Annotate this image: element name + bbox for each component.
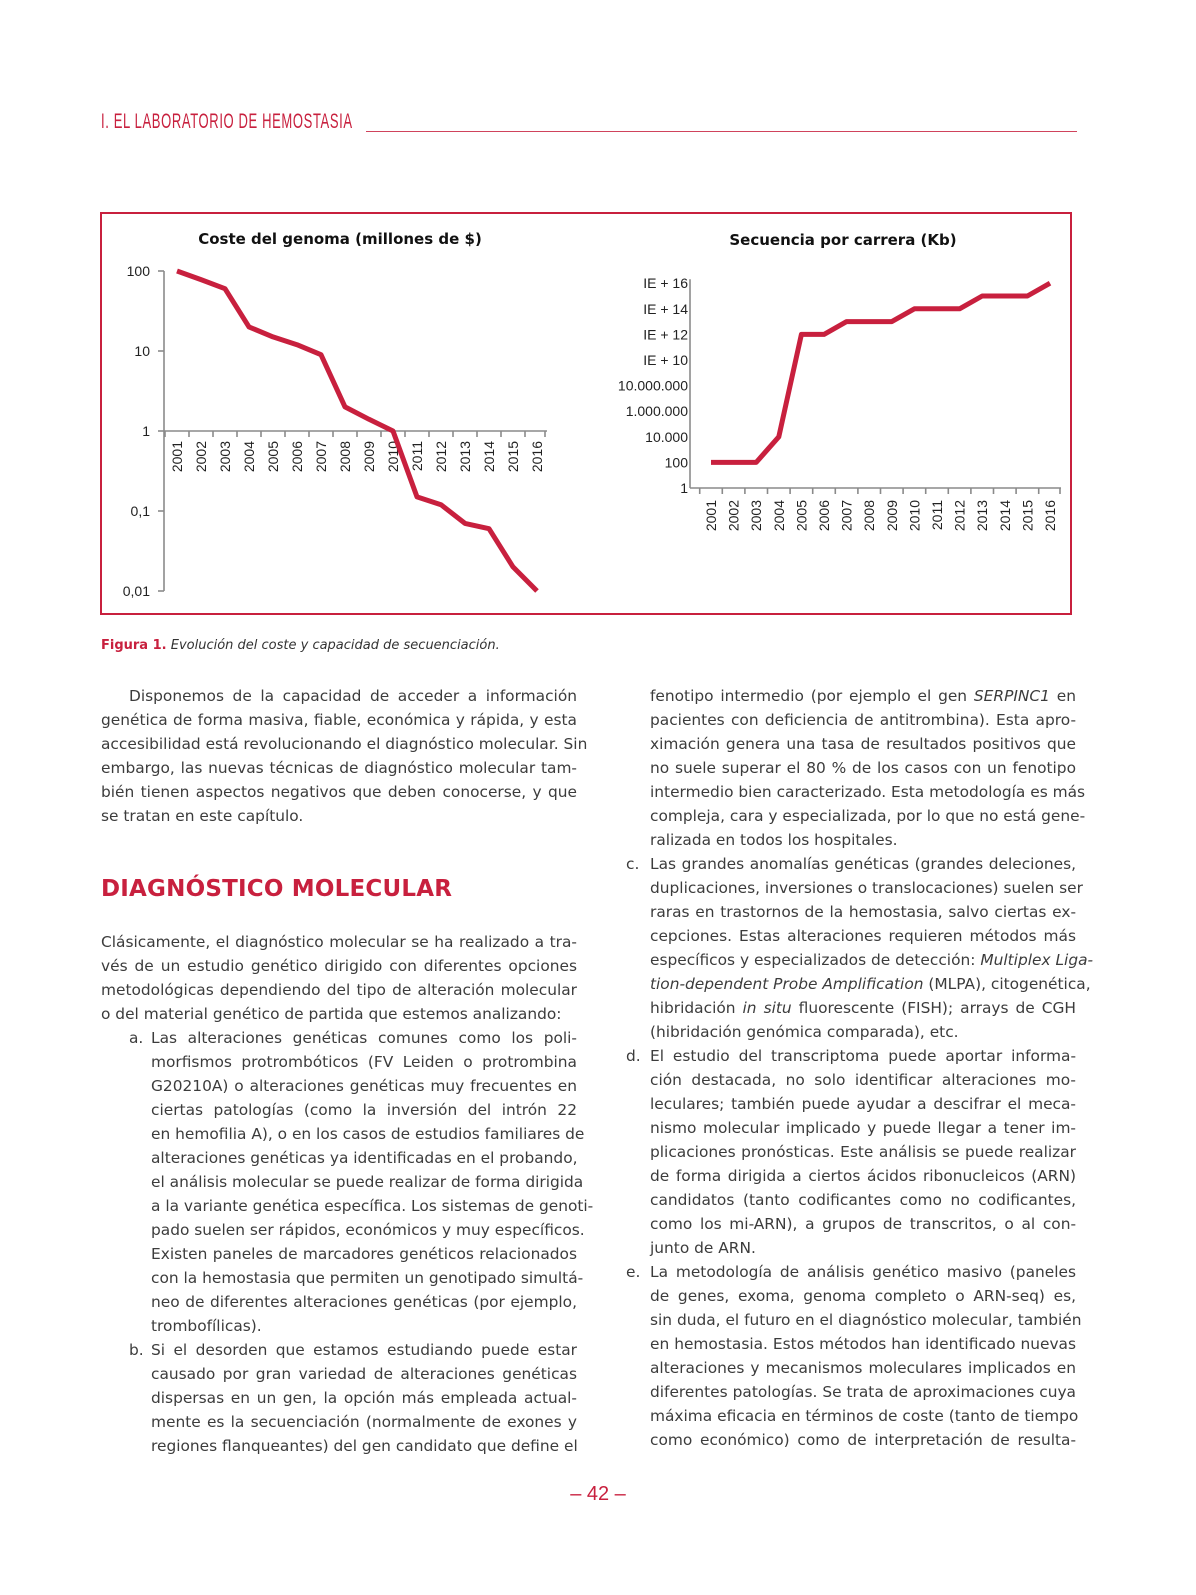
text-line: leculares; también puede ayudar a descifrar el meca- <box>650 1095 1076 1113</box>
text-line: no suele superar el 80 % de los casos con un fenotipo <box>650 759 1076 777</box>
text-line: alteraciones y mecanismos moleculares implicados en <box>650 1359 1076 1377</box>
series-line-sequence-per-run <box>711 283 1050 462</box>
chart-sequence-per-run <box>602 214 1072 614</box>
y-tick-label: IE + 16 <box>643 275 688 292</box>
intro-paragraph <box>101 684 588 828</box>
text-line: ción destacada, no solo identificar alteraciones mo- <box>650 1071 1076 1089</box>
list-marker: c. <box>626 855 640 873</box>
x-tick-label: 2016 <box>529 441 545 473</box>
section-heading: DIAGNÓSTICO MOLECULAR <box>101 876 453 902</box>
list-marker: a. <box>129 1029 144 1047</box>
text-span: en <box>1049 687 1076 705</box>
text-line: mente es la secuenciación (normalmente de exones y <box>151 1413 577 1431</box>
text-line: en hemofilia A), o en los casos de estudios familiares de <box>151 1125 585 1143</box>
text-span: (MLPA), citogenética, <box>923 975 1091 993</box>
x-tick-label: 2003 <box>217 441 233 473</box>
text-line: Si el desorden que estamos estudiando puede estar <box>151 1341 577 1359</box>
x-tick-label: 2006 <box>816 500 832 532</box>
text-span: hibridación <box>650 999 743 1017</box>
text-line <box>650 972 1091 996</box>
x-tick-label: 2009 <box>361 441 377 473</box>
x-tick-label: 2001 <box>703 500 719 532</box>
text-line: Las alteraciones genéticas comunes como los poli- <box>151 1029 577 1047</box>
text-line: cepciones. Estas alteraciones requieren métodos más <box>650 927 1076 945</box>
x-tick-label: 2002 <box>725 500 742 532</box>
text-line: metodológicas dependiendo del tipo de alteración molecular <box>101 981 577 999</box>
text-line: plicaciones pronósticas. Este análisis se puede realizar <box>650 1143 1076 1161</box>
latin-term: in situ <box>742 999 792 1017</box>
header-rule <box>366 131 1077 132</box>
x-tick-label: 2005 <box>265 441 281 473</box>
text-line: o del material genético de partida que estemos analizando: <box>101 1005 562 1023</box>
x-tick-label: 2012 <box>433 441 449 473</box>
figure-caption <box>101 638 500 653</box>
x-tick-label: 2001 <box>169 441 185 473</box>
page-number: – 42 – <box>570 1483 626 1505</box>
x-tick-label: 2014 <box>481 441 497 473</box>
text-line: de forma dirigida a ciertos ácidos ribonucleicos (ARN) <box>650 1167 1076 1185</box>
text-line: raras en trastornos de la hemostasia, salvo ciertas ex- <box>650 903 1076 921</box>
text-line <box>650 996 1076 1020</box>
chapter-title: I. EL LABORATORIO DE HEMOSTASIA <box>101 110 353 133</box>
text-line: como los mi-ARN), a grupos de transcritos, o al con- <box>650 1215 1076 1233</box>
y-tick-label: 0,01 <box>122 583 150 599</box>
list-item-e <box>622 1260 1082 1452</box>
text-span: fenotipo intermedio (por ejemplo el gen <box>650 687 974 705</box>
text-line <box>650 948 1094 972</box>
text-line: accesibilidad está revolucionando el diagnóstico molecular. Sin <box>101 735 588 753</box>
x-tick-label: 2015 <box>505 441 521 473</box>
running-head <box>101 108 1077 138</box>
figure-frame <box>100 212 1072 615</box>
x-tick-label: 2013 <box>457 441 473 473</box>
text-line: máxima eficacia en términos de coste (tanto de tiempo <box>650 1407 1079 1425</box>
technique-name: Multiplex Liga- <box>980 951 1094 969</box>
text-line: Clásicamente, el diagnóstico molecular se ha realizado a tra- <box>101 933 577 951</box>
body-left <box>101 930 594 1458</box>
x-tick-label: 2011 <box>409 441 425 472</box>
x-tick-label: 2005 <box>793 500 810 532</box>
x-tick-label: 2012 <box>951 500 968 532</box>
list-item-a <box>101 1026 594 1338</box>
y-tick-label: IE + 12 <box>643 326 688 343</box>
text-line: pado suelen ser rápidos, económicos y muy específicos. <box>151 1221 585 1239</box>
text-line: Las grandes anomalías genéticas (grandes deleciones, <box>650 855 1076 873</box>
y-tick-label: IE + 14 <box>643 300 688 317</box>
text-line: dispersas en un gen, la opción más empleada actual- <box>151 1389 577 1407</box>
text-line: ciertas patologías (como la inversión del intrón 22 <box>151 1101 577 1119</box>
x-tick-label: 2008 <box>337 441 353 473</box>
x-tick-label: 2007 <box>313 441 329 473</box>
text-line: intermedio bien caracterizado. Esta metodología es más <box>650 783 1086 801</box>
x-tick-label: 2004 <box>770 500 787 532</box>
text-line: ralizada en todos los hospitales. <box>650 831 898 849</box>
list-marker: b. <box>129 1341 144 1359</box>
x-tick-label: 2016 <box>1042 500 1058 532</box>
text-line: nismo molecular implicado y puede llegar a tener im- <box>650 1119 1076 1137</box>
x-tick-label: 2010 <box>385 441 401 473</box>
y-tick-label: 1 <box>680 480 688 496</box>
y-tick-label: 10 <box>134 343 150 359</box>
text-line: bién tienen aspectos negativos que deben conocerse, y que <box>101 783 577 801</box>
y-tick-label: 100 <box>664 454 688 471</box>
text-line: La metodología de análisis genético masivo (paneles <box>650 1263 1076 1281</box>
figure-caption-text: Evolución del coste y capacidad de secuenciación. <box>166 638 500 653</box>
x-tick-label: 2002 <box>193 441 209 473</box>
text-line: diferentes patologías. Se trata de aproximaciones cuya <box>650 1383 1076 1401</box>
list-item-b <box>101 1338 577 1458</box>
y-tick-label: 1 <box>142 423 150 439</box>
x-tick-label: 2009 <box>883 500 900 532</box>
text-line: Disponemos de la capacidad de acceder a información <box>129 687 577 705</box>
chart-title: Secuencia por carrera (Kb) <box>729 231 957 249</box>
text-line: ximación genera una tasa de resultados positivos que <box>650 735 1076 753</box>
body-right <box>622 684 1094 1452</box>
text-line: Existen paneles de marcadores genéticos relacionados <box>151 1245 577 1263</box>
text-line: el análisis molecular se puede realizar de forma dirigida <box>151 1173 584 1191</box>
y-tick-label: 0,1 <box>130 503 150 519</box>
text-line: sin duda, el futuro en el diagnóstico molecular, también <box>650 1311 1082 1329</box>
text-line: genética de forma masiva, fiable, económica y rápida, y esta <box>101 711 577 729</box>
text-line: candidatos (tanto codificantes como no codificantes, <box>650 1191 1076 1209</box>
text-span: fluorescente (FISH); arrays de CGH <box>791 999 1077 1017</box>
list-marker: e. <box>626 1263 641 1281</box>
y-tick-label: 10.000 <box>645 428 688 445</box>
text-line: G20210A) o alteraciones genéticas muy frecuentes en <box>151 1077 577 1095</box>
chart-title: Coste del genoma (millones de $) <box>198 230 482 248</box>
x-tick-label: 2013 <box>974 500 991 532</box>
text-line: a la variante genética específica. Los sistemas de genoti- <box>151 1197 594 1215</box>
x-tick-label: 2014 <box>996 500 1013 532</box>
gene-name: SERPINC1 <box>973 687 1050 705</box>
x-tick-label: 2010 <box>906 500 923 532</box>
y-tick-label: 10.000.000 <box>617 377 688 394</box>
figure-label: Figura 1. <box>101 638 167 653</box>
text-line: regiones flanqueantes) del gen candidato que define el <box>151 1437 578 1455</box>
x-tick-label: 2007 <box>838 500 855 532</box>
text-line: vés de un estudio genético dirigido con diferentes opciones <box>101 957 577 975</box>
y-tick-label: 100 <box>126 263 150 279</box>
x-tick-label: 2015 <box>1019 500 1036 532</box>
text-line: con la hemostasia que permiten un genotipado simultá- <box>151 1269 584 1287</box>
list-item-b-continued <box>622 684 1086 852</box>
x-tick-label: 2008 <box>861 500 878 532</box>
text-line: duplicaciones, inversiones o translocaciones) suelen ser <box>650 879 1083 897</box>
text-line: se tratan en este capítulo. <box>101 807 304 825</box>
text-span: específicos y especializados de detección: <box>650 951 981 969</box>
text-line: en hemostasia. Estos métodos han identificado nuevas <box>650 1335 1076 1353</box>
y-tick-label: 1.000.000 <box>625 403 688 420</box>
text-line: alteraciones genéticas ya identificadas en el probando, <box>151 1149 578 1167</box>
x-tick-label: 2006 <box>289 441 305 473</box>
text-line <box>650 684 1076 708</box>
list-item-c <box>622 852 1094 1044</box>
text-line: de genes, exoma, genoma completo o ARN-seq) es, <box>650 1287 1076 1305</box>
text-line: (hibridación genómica comparada), etc. <box>650 1023 959 1041</box>
text-line: causado por gran variedad de alteraciones genéticas <box>151 1365 577 1383</box>
text-line: junto de ARN. <box>650 1239 756 1257</box>
technique-name: tion-dependent Probe Amplification <box>650 975 924 993</box>
text-line: pacientes con deficiencia de antitrombina). Esta apro- <box>650 711 1076 729</box>
chart-genome-cost <box>102 214 602 614</box>
text-line: trombofílicas). <box>151 1317 262 1335</box>
text-line: embargo, las nuevas técnicas de diagnóstico molecular tam- <box>101 759 577 777</box>
x-tick-label: 2011 <box>929 500 945 531</box>
text-line: neo de diferentes alteraciones genéticas (por ejemplo, <box>151 1293 577 1311</box>
text-line: El estudio del transcriptoma puede aportar informa- <box>650 1047 1076 1065</box>
list-marker: d. <box>626 1047 641 1065</box>
text-line: compleja, cara y especializada, por lo que no está gene- <box>650 807 1086 825</box>
y-tick-label: IE + 10 <box>643 352 688 368</box>
x-tick-label: 2003 <box>748 500 765 532</box>
text-line: morfismos protrombóticos (FV Leiden o protrombina <box>151 1053 577 1071</box>
text-line: como económico) como de interpretación de resulta- <box>650 1431 1076 1449</box>
x-tick-label: 2004 <box>241 441 257 473</box>
list-item-d <box>622 1044 1076 1260</box>
